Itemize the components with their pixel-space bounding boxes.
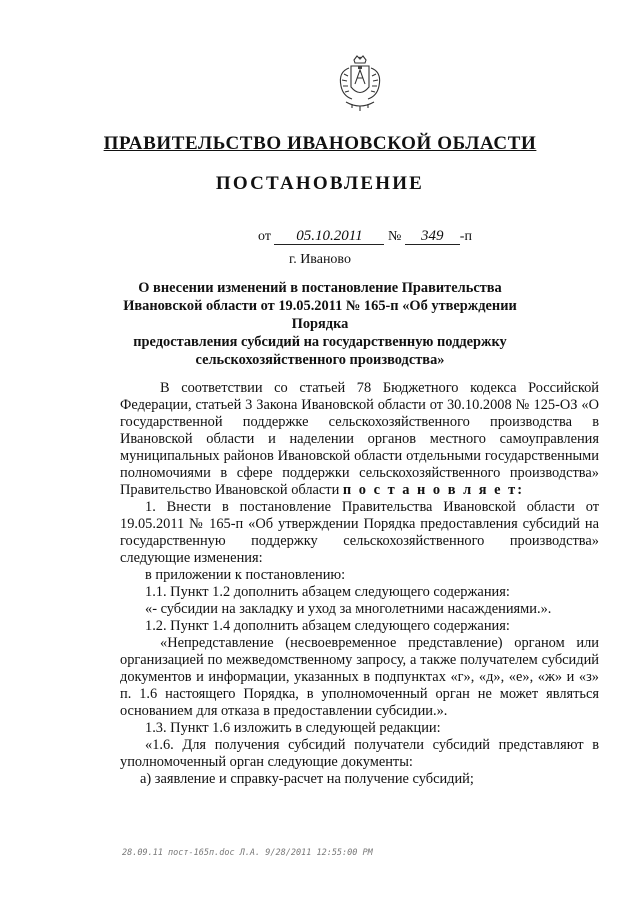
number-value: 349 <box>405 228 460 245</box>
date-value: 05.10.2011 <box>274 228 384 245</box>
body-paragraph: 1.2. Пункт 1.4 дополнить абзацем следующего содержания: <box>145 618 510 634</box>
preamble-text: В соответствии со статьей 78 Бюджетного кодекса Российской Федерации, статьей 3 Закона Ивановской области от 30.10.2008 № 125-ОЗ «О государственной поддержке сельскохозяйственного производства в Ивановской области и наделении органов местного самоуправления муниципальных районов Ивановской области отдельными государственными полномочиями в сфере поддержки сельскохозяйственного производства» Правительство Ивановской области <box>120 380 599 498</box>
footer-file-info: 28.09.11 пост-165п.doc Л.А. 9/28/2011 12:55:00 PM <box>122 848 373 858</box>
body-paragraph: 1.1. Пункт 1.2 дополнить абзацем следующего содержания: <box>145 584 510 600</box>
heading-line: Ивановской области от 19.05.2011 № 165-п «Об утверждении Порядка <box>123 298 517 332</box>
number-sign: № <box>387 229 402 244</box>
document-type: ПОСТАНОВЛЕНИЕ <box>215 173 425 194</box>
heading-line: сельскохозяйственного производства» <box>195 352 445 368</box>
document-heading <box>110 279 530 369</box>
body-paragraph: а) заявление и справку-расчет на получение субсидий; <box>140 771 474 787</box>
document-date-number <box>258 228 472 245</box>
coat-of-arms-icon <box>330 54 390 114</box>
resolves-text: п о с т а н о в л я е т: <box>342 482 524 498</box>
date-prefix: от <box>258 229 271 244</box>
government-title: ПРАВИТЕЛЬСТВО ИВАНОВСКОЙ ОБЛАСТИ <box>103 133 537 154</box>
number-suffix: -п <box>459 229 472 244</box>
body-paragraph: в приложении к постановлению: <box>145 567 346 583</box>
body-paragraph: «- субсидии на закладку и уход за многолетними насаждениями.». <box>145 601 552 617</box>
city: г. Иваново <box>289 252 351 267</box>
body-paragraph: 1. Внести в постановление Правительства Ивановской области от 19.05.2011 № 165-п «Об утверждении Порядка предоставления субсидий на государственную поддержку сельскохозяйственного производства» следующие изменения: <box>120 499 599 566</box>
body-paragraph: «Непредставление (несвоевременное представление) органом или организацией по межведомственному запросу, а также получателем субсидий документов и информации, указанных в подпунктах «г», «д», «е», «ж» и «з» п. 1.6 настоящего Порядка, в уполномоченный орган не может являться основанием для отказа в предоставлении субсидии.». <box>120 635 599 719</box>
heading-line: предоставления субсидий на государственную поддержку <box>133 334 507 350</box>
body-paragraph: «1.6. Для получения субсидий получатели субсидий представляют в уполномоченный орган следующие документы: <box>120 737 599 770</box>
preamble-paragraph <box>120 380 599 499</box>
heading-line: О внесении изменений в постановление Правительства <box>138 280 502 296</box>
document-body <box>120 380 599 788</box>
body-paragraph: 1.3. Пункт 1.6 изложить в следующей редакции: <box>145 720 441 736</box>
